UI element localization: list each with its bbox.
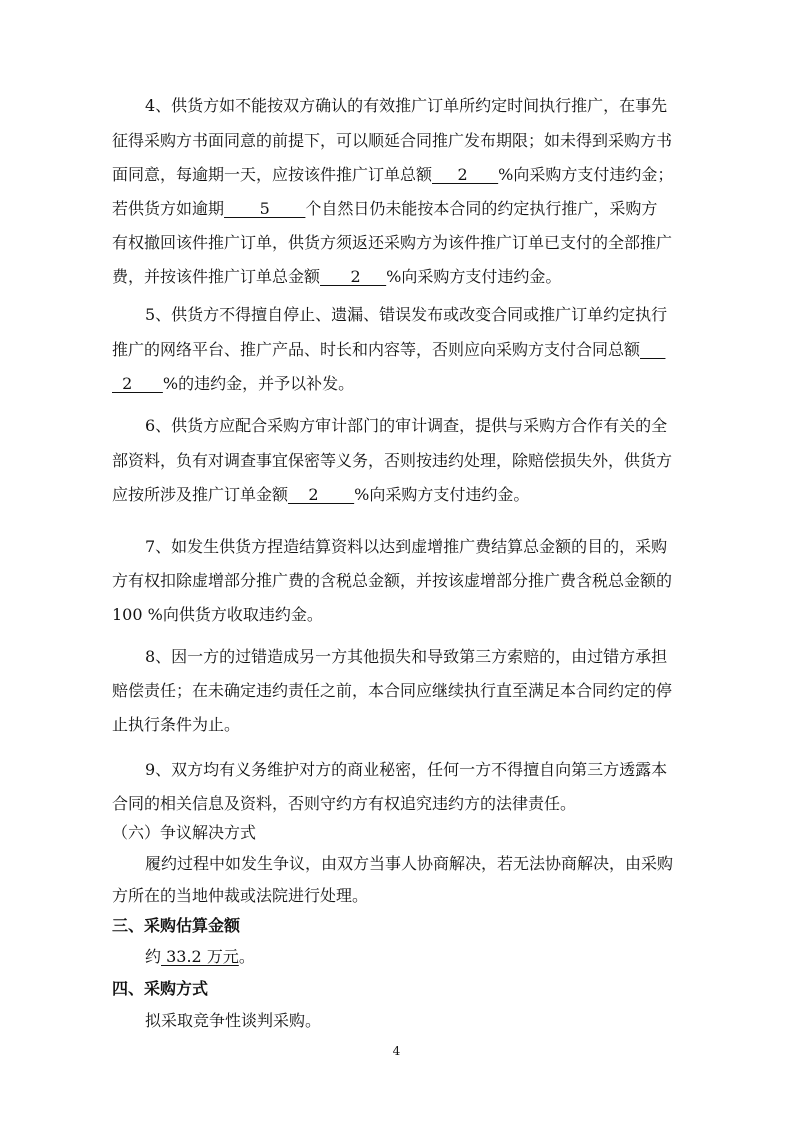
clause-6-text: %向采购方支付违约金。 (354, 485, 530, 504)
clause-4-line-2: 征得采购方书面同意的前提下，可以顺延合同推广发布期限；如未得到采购方书 (112, 131, 673, 150)
estimated-amount-line (145, 947, 255, 969)
clause-5-line-2 (112, 340, 665, 362)
clause-4-line-1: 4、供货方如不能按双方确认的有效推广订单所约定时间执行推广，在事先 (145, 96, 668, 115)
estimated-amount-suffix: 。 (238, 947, 255, 966)
audit-penalty-rate: 2 (288, 485, 355, 504)
clause-6-line-1: 6、供货方应配合采购方审计部门的审计调查，提供与采购方合作有关的全 (145, 416, 668, 435)
clause-7-line-2: 方有权扣除虚增部分推广费的含税总金额，并按该虚增部分推广费含税总金额的 (112, 571, 673, 590)
contract-penalty-rate: 2 (112, 374, 163, 393)
clause-8-line-1: 8、因一方的过错造成另一方其他损失和导致第三方索赔的，由过错方承担 (145, 647, 668, 666)
dispute-resolution-line-2: 方所在的当地仲裁或法院进行处理。 (112, 886, 369, 905)
overdue-days: 5 (224, 199, 306, 218)
clause-5-line-1: 5、供货方不得擅自停止、遗漏、错误发布或改变合同或推广订单约定执行 (145, 305, 668, 324)
clause-9-line-1: 9、双方均有义务维护对方的商业秘密，任何一方不得擅自向第三方透露本 (145, 760, 668, 779)
clause-4-text: %向采购方支付违约金； (498, 165, 674, 184)
dispute-resolution-heading: （六）争议解决方式 (112, 823, 257, 842)
clause-8-line-3: 止执行条件为止。 (112, 715, 241, 734)
clause-4-line-6 (112, 267, 561, 289)
procurement-method-body: 拟采取竞争性谈判采购。 (145, 1011, 322, 1030)
blank-underline (640, 340, 665, 359)
estimated-amount-prefix: 约 (145, 947, 162, 966)
page-number: 4 (392, 1044, 401, 1058)
revoke-penalty-rate: 2 (320, 267, 387, 286)
clause-4-text: %向采购方支付违约金。 (386, 267, 562, 286)
clause-4-line-3 (112, 165, 673, 187)
clause-5-text: %的违约金，并予以补发。 (162, 374, 355, 393)
daily-penalty-rate: 2 (432, 165, 499, 184)
clause-4-line-5: 有权撤回该件推广订单，供货方须返还采购方为该件推广订单已支付的全部推广 (112, 233, 673, 252)
clause-4-text: 费，并按该件推广订单总金额 (112, 267, 321, 286)
clause-4-line-4 (112, 199, 657, 221)
clause-6-line-2: 部资料，负有对调查事宜保密等义务，否则按违约处理，除赔偿损失外，供货方 (112, 451, 673, 470)
procurement-method-heading: 四、采购方式 (112, 979, 209, 998)
clause-9-line-2: 合同的相关信息及资料，否则守约方有权追究违约方的法律责任。 (112, 794, 577, 813)
clause-5-line-3 (112, 374, 354, 396)
clause-4-text: 面同意，每逾期一天，应按该件推广订单总额 (112, 165, 433, 184)
clause-6-line-3 (112, 485, 529, 507)
clause-6-text: 应按所涉及推广订单金额 (112, 485, 289, 504)
clause-4-text: 若供货方如逾期 (112, 199, 225, 218)
clause-7-line-3: 100 %向供货方收取违约金。 (112, 605, 323, 624)
clause-7-line-1: 7、如发生供货方捏造结算资料以达到虚增推广费结算总金额的目的，采购 (145, 537, 668, 556)
clause-8-line-2: 赔偿责任；在未确定违约责任之前，本合同应继续执行直至满足本合同约定的停 (112, 681, 673, 700)
estimated-amount-heading: 三、采购估算金额 (112, 916, 241, 935)
clause-4-text: 个自然日仍未能按本合同的约定执行推广，采购方 (305, 199, 658, 218)
estimated-amount-value: 33.2 万元 (161, 947, 239, 966)
dispute-resolution-line-1: 履约过程中如发生争议，由双方当事人协商解决，若无法协商解决，由采购 (145, 854, 674, 873)
clause-5-text: 推广的网络平台、推广产品、时长和内容等，否则应向采购方支付合同总额 (112, 340, 641, 359)
